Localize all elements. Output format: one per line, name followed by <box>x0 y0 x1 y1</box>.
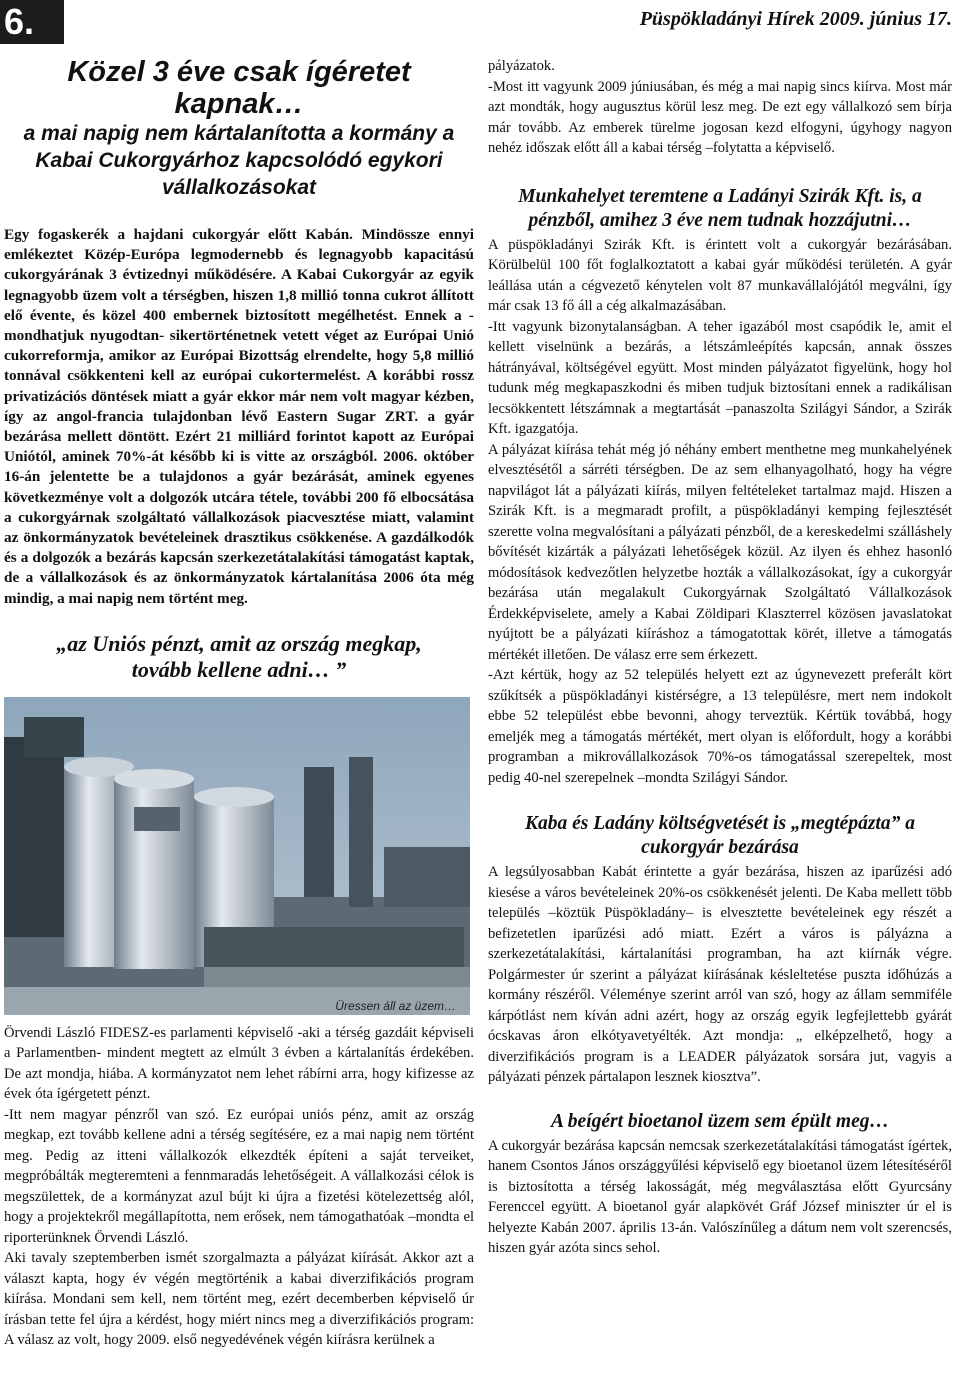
section2-body: A legsúlyosabban Kabát érintette a gyár bezárása, hiszen az iparűzési adó kiesése a város bevételeinek 20%-os csökkenését jelenti. De Kaba mellett több település –köztük Püspökladány– is elvesztette bevételeinek egy részét a befizetetlen iparűzési adó miatt. Ezért a város is pályázna a szerkezetátalakítási, kártalanítási programban, ha azt kiírnák végre. Polgármester úr szerint a pályázat kiírásának késleltetése puszta időhúzás a kormány részéről. Véleménye szerint arról van szó, hogy az állam semmiféle kárpótlást nem kíván adni azért, hogy az ország egyik legfejlettebb gyárát ócskavas áron elkótyavetyélték. Azt mondja: „ elképzelhető, hogy a diverzifikációs program is a LEADER pályázatok sorsára jut, vagyis a pályázati pénzek pártalapon lesznek kiosztva”. <box>488 864 952 1085</box>
factory-photo <box>4 697 470 1015</box>
running-header: Püspökladányi Hírek 2009. június 17. <box>639 8 952 30</box>
page-number: 6. <box>4 1 35 42</box>
section2-title: Kaba és Ladány költségvetését is „megtépázta” a cukorgyár bezárása <box>525 813 915 858</box>
section3-body: A cukorgyár bezárása kapcsán nemcsak szerkezetátalakítási támogatást ígértek, hanem Csontos János országgyűlési képviselő egy bioetanol üzem létesítéséről is biztosította a térség lakosságát, még megválasztása előtt Gyurcsány Ferenccel együtt. A bioetanol gyár alapkövét Gráf József miniszter úr el is helyezte Kabán 2007. április 13-án. Valószínűleg a dátum nem volt szerencsés, hiszen gyár azóta sincs sehol. <box>488 1137 952 1256</box>
article-headline: Közel 3 éve csak ígéretet kapnak… <box>67 56 411 120</box>
article-lead: Egy fogaskerék a hajdani cukorgyár előtt Kabán. Mindössze ennyi emlékeztet Közép-Európa legmodernebb és legnagyobb kapacitású cukorgyárának 3 évtizednyi működésére. A Kabai Cukorgyár az egyik legnagyobb üzem volt a térségben, hiszen 1,8 millió tonna cukrot állított elő évente, és közel 400 embernek biztosított megélhetést. Ennek a -mondhatjuk nyugodtan- sikertörténetnek vetett véget az Európai Unió cukorreformja, amikor az Európai Bizottság elrendelte, hogy 5,8 millió tonnával csökkenteni kell az európai cukortermelést. A korábbi rossz privatizációs döntések miatt a gyár ekkor már nem volt magyar kézben, így az angol-francia tulajdonban lévő Eastern Sugar ZRT. a gyár bezárása mellett döntött. Ezért 21 milliárd forintot kapott az Európai Uniótól, aminek 70%-át később ki is vitte az országból. 2006. október 16-án jelentette be a tulajdonos a gyár bezárását, aminek egyenes következménye volt a dolgozók utcára tétele, további 200 fő elbocsátása a cukorgyárnak szolgáltató vállalkozások piacvesztése miatt, valamint az önkormányzatok bevételeinek drasztikus csökkenése. A gazdálkodók és a dolgozók a bezárás kapcsán szerkezetátalakítási támogatást kaptak, de a vállalkozások és az önkormányzatok kártalanítása 2006 óta még mindig, a mai napig nem történt meg. <box>4 226 474 607</box>
right-intro-text: pályázatok. -Most itt vagyunk 2009 júniusában, és még a mai napig sincs kiírva. Most már azt mondták, hogy augusztus körül lesz meg. De ezt egy vállalkozó sem bírja már tovább. Az emberek türelme jogosan kezd elfogyni, úgyhogy nagyon nehéz időszak előtt áll a kabai térség –folytatta a képviselő. <box>488 58 952 156</box>
photo-caption: Üressen áll az üzem… <box>335 998 456 1013</box>
factory-photo-image <box>4 697 470 1015</box>
pull-quote: „az Uniós pénzt, amit az ország megkap, tovább kellene adni… ” <box>56 630 422 682</box>
section1-title: Munkahelyet teremtene a Ladányi Szirák Kft. is, a pénzből, amihez 3 éve nem tudnak hozzájutni… <box>518 185 922 231</box>
right-column <box>488 56 952 1259</box>
section1-body: A püspökladányi Szirák Kft. is érintett volt a cukorgyár bezárásában. Körülbelül 100 főt foglalkoztatott a kabai gyár működési területén. A gyár leállása után a cégvezető kénytelen volt 87 munkavállalójától megválni, így már csak 13 fő áll a cég alkalmazásában. -Itt vagyunk bizonytalanságban. A teher igazából most csapódik le, amit el kellett viselnünk a bezárás, a létszámleépítés kapcsán, annak összes hátrányával, költségével együtt. Most minden pályázatot figyelünk, hogy hol tudunk még megkapaszkodni és miben tudjuk biztosítani ennek a radikálisan lecsökkentett létszámnak a megtartását –panaszolta Szilágyi Sándor, a Szirák Kft. igazgatója. A pályázat kiírása tehát még jó néhány embert menthetne meg munkahelyének elvesztésétől a sárréti térségben. De az sem elhanyagolható, hogy ha végre napvilágot lát a pályázati kiírás, milyen feltételeket tartalmaz majd. Hiszen a Szirák Kft. is a megmaradt profilt, a püspökladányi kemping fejlesztését szerette volna megvalósítani a pályázati pénzből, de a kereskedelmi szálláshely bővítését kizárták a pályázati lehetőségek közül. Az ilyen és ehhez hasonló módosítások kedvezőtlen helyzetbe hozták a vállalkozásokat, így a cukorgyár bezárása után megalakult Cukorgyárnak Szolgáltató Vállalkozások Érdekképviselete, amely a Kabai Zöldipari Klaszterrel közösen javaslatokat nyújtott be a pályázati kiíráshoz a támogatottak körét, illetve a támogatás mértékét illetően. De válasz erre sem érkezett. -Azt kértük, hogy az 52 település helyett ezt az úgynevezett preferált kört szűkítsék a püspökladányi kistérségre, a 13 településre, mert nem indokolt ebbe 52 települést ebbe bevonni, ahogy terveztük. Kértük továbbá, hogy emeljék meg a támogatás mértékét, mert olyan is előfordult, hogy a korábbi programban a mikrovállalkozások 70%-os támogatással szerepeltek, most pedig 40-nel szerepelnek –mondta Szilágyi Sándor. <box>488 236 952 786</box>
left-body-text: Örvendi László FIDESZ-es parlamenti képviselő -aki a térség gazdáit képviseli a Parlamentben- mindent megtett az elmúlt 3 évben a kártalanítás érdekében. De azt mondja, hiába. A kormányzatot nem lehet rábírni arra, hogy kifizesse az évek óta ígérgetett pénzt. -Itt nem magyar pénzről van szó. Ez európai uniós pénz, amit az ország megkap, ezt tovább kellene adni a térség segítésére, ez a mai napig nem történt meg. Pedig az itteni vállalkozók elkezdték építeni a saját terveiket, megpróbálták megteremteni a fennmaradás lehetőségeit. A vállalkozási célok is megszülettek, de a kormányzat azul bújt ki újra a fizetési kötelezettség alól, hogy a projektekről megállapította, nem erősek, nem támogathatóak –mondta el riporterünknek Örvendi László. Aki tavaly szeptemberben ismét szorgalmazta a pályázat kiírását. Akkor azt a választ kapta, hogy év végén megtörténik a kabai diverzifikációs program kiírása. Mondani sem kell, nem történt meg, ezért decemberben képviselő úr írásban tette fel újra a kérdést, hogy miért nincs meg a diverzifikációs program: A válasz az volt, hogy 2009. első negyedévének végén kiírásra kerülnek a <box>4 1024 474 1349</box>
left-column <box>4 56 474 1351</box>
section3-title: A beígért bioetanol üzem sem épült meg… <box>551 1110 889 1132</box>
article-subheadline: a mai napig nem kártalanította a kormány a Kabai Cukorgyárhoz kapcsolódó egykori vállalkozásokat <box>23 122 455 199</box>
